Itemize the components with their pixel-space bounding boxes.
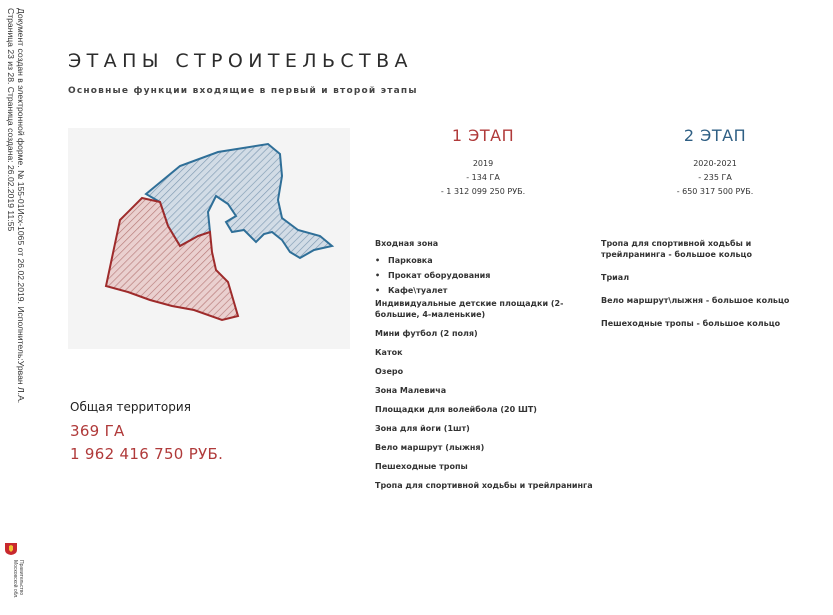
coat-of-arms-icon [4, 542, 18, 556]
list-item: • Прокат оборудования [375, 271, 491, 280]
stamp-text [6, 8, 26, 403]
stage-1-year: 2019 [472, 159, 494, 168]
feature-item: Мини футбол (2 поля) [375, 329, 478, 338]
entry-zone-list [375, 253, 600, 298]
territory-map [68, 128, 350, 349]
feature-item: Вело маршрут (лыжня) [375, 443, 485, 452]
stage-2-title: 2 ЭТАП [683, 126, 747, 145]
stage-1-features [375, 238, 600, 499]
stage-2-features [601, 238, 816, 341]
feature-item: Зона Малевича [375, 386, 447, 395]
entry-zone-heading: Входная зона [375, 239, 439, 248]
page-title: ЭТАПЫ СТРОИТЕЛЬСТВА [68, 50, 413, 72]
list-item-label: Парковка [388, 256, 433, 265]
stage-1-title: 1 ЭТАП [451, 126, 515, 145]
total-summary [70, 400, 350, 463]
feature-item: Площадки для волейбола (20 ШТ) [375, 405, 537, 414]
total-cost: 1 962 416 750 РУБ. [70, 445, 224, 463]
document-stamp [4, 8, 32, 404]
feature-item: Индивидуальные детские площадки (2-большие, 4-маленькие) [375, 299, 564, 319]
list-item: • Парковка [375, 256, 433, 265]
feature-item: Пешеходные тропы - большое кольцо [601, 319, 781, 328]
stage-1-area: - 134 ГА [466, 173, 500, 182]
list-item-label: Кафе\туалет [388, 286, 448, 295]
total-area: 369 ГА [70, 422, 125, 440]
stage-2-area: - 235 ГА [698, 173, 732, 182]
stage-2-year: 2020-2021 [693, 159, 737, 168]
page-subtitle: Основные функции входящие в первый и второй этапы [68, 86, 418, 96]
list-item: • Кафе\туалет [375, 286, 448, 295]
feature-item: Вело маршрут\лыжня - большое кольцо [601, 296, 790, 305]
list-item-label: Прокат оборудования [388, 271, 491, 280]
feature-item: Каток [375, 348, 403, 357]
stage-1-cost: - 1 312 099 250 РУБ. [440, 187, 526, 196]
feature-item: Пешеходные тропы [375, 462, 468, 471]
territory-map-svg [68, 128, 350, 349]
stage-1-summary [398, 126, 568, 199]
feature-item: Озеро [375, 367, 404, 376]
feature-item: Триал [601, 273, 630, 282]
total-label: Общая территория [70, 400, 191, 414]
emblem-caption: Правительство Московской обл. [12, 560, 24, 599]
stamp-line-1: Документ создан в электронной форме. № 155-01Исх-1065 от 26.02.2019. Исполнитель:Урван Л.А. [16, 8, 26, 404]
stamp-line-2: Страница 23 из 28. Страница создана: 26.02.2019 11:55 [6, 8, 16, 232]
feature-item: Тропа для спортивной ходьбы и трейлранинга [375, 481, 593, 490]
feature-item: Тропа для спортивной ходьбы и трейлранинга - большое кольцо [601, 239, 752, 259]
stage-2-cost: - 650 317 500 РУБ. [676, 187, 754, 196]
stage-2-summary [630, 126, 800, 199]
feature-item: Зона для йоги (1шт) [375, 424, 470, 433]
